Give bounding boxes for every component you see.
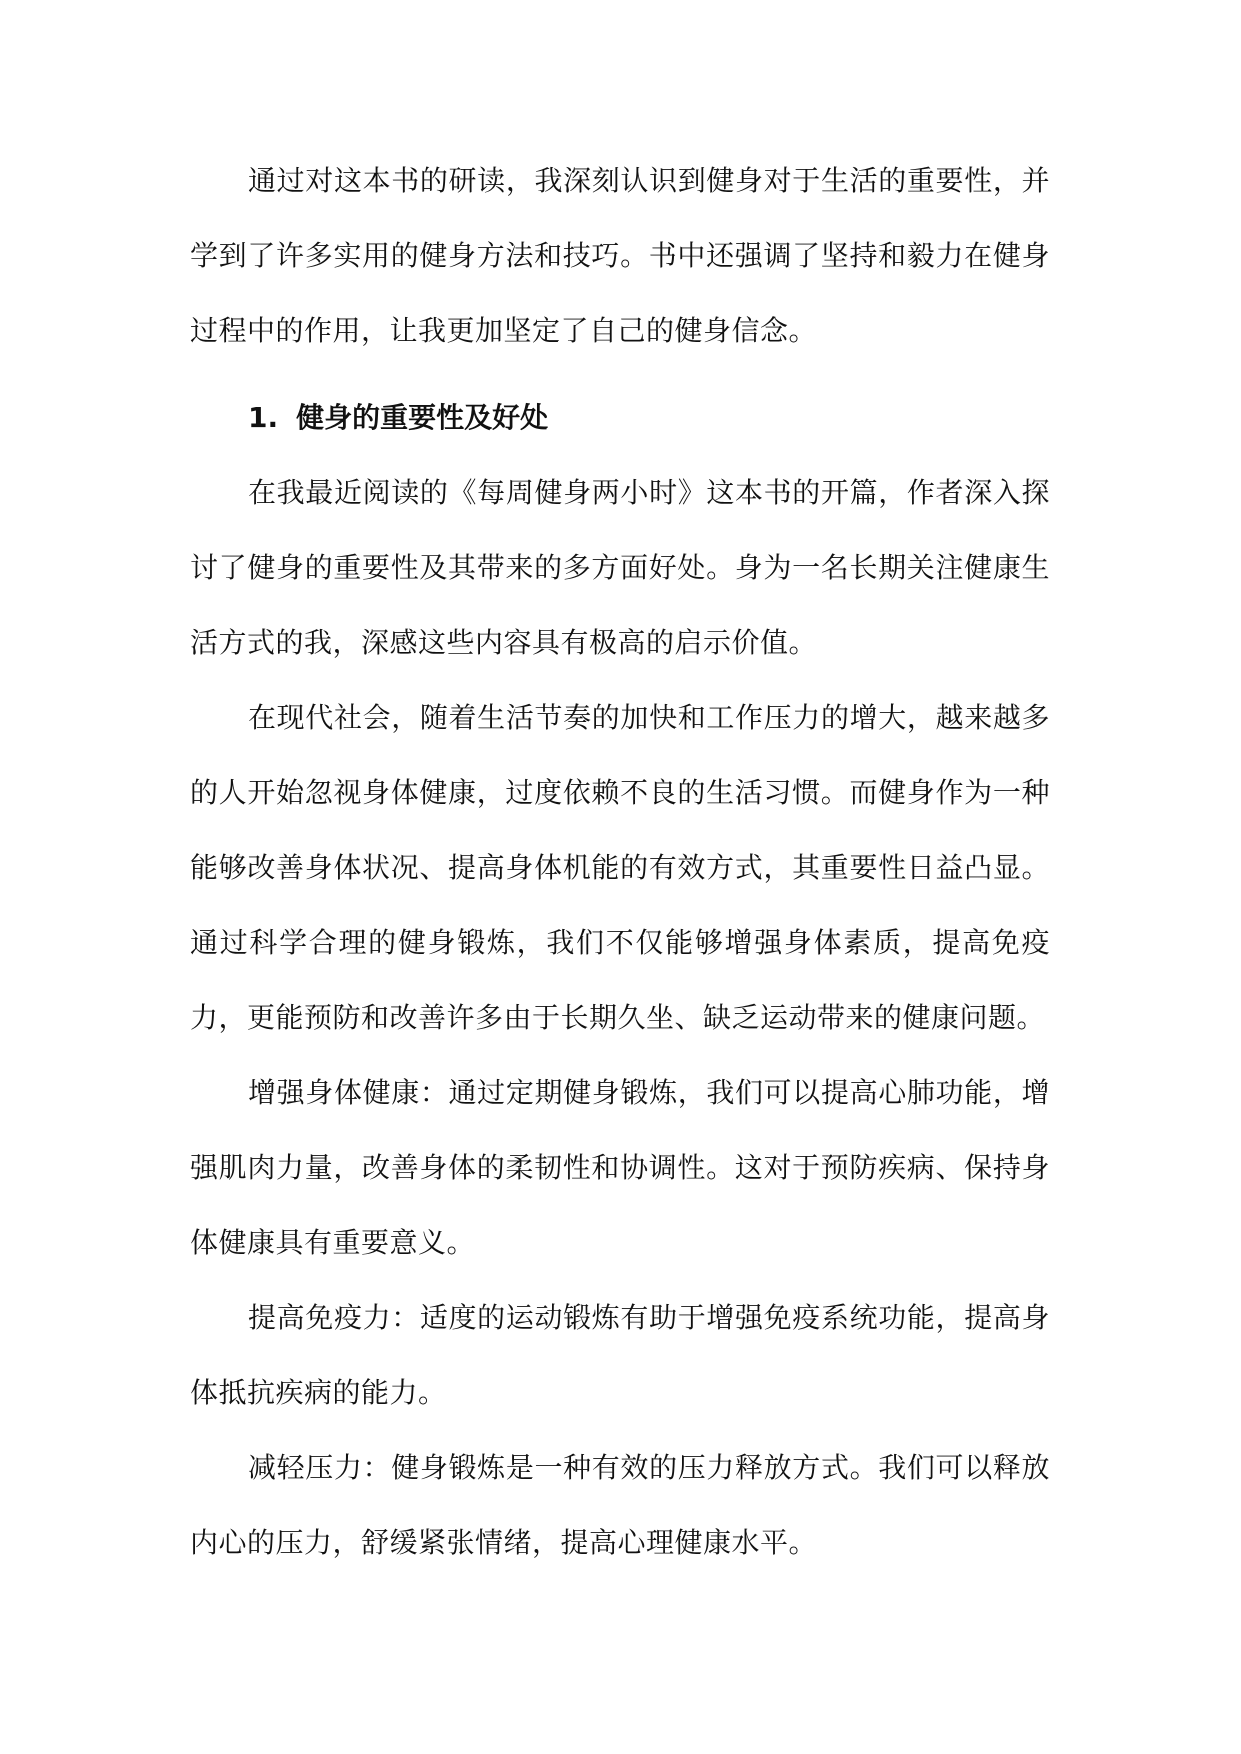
page-content	[190, 143, 1050, 1580]
section-title: 健身的重要性及好处	[296, 401, 549, 434]
body-paragraph: 减轻压力：健身锻炼是一种有效的压力释放方式。我们可以释放内心的压力，舒缓紧张情绪，提高心理健康水平。	[190, 1451, 1050, 1559]
intro-paragraph: 通过对这本书的研读，我深刻认识到健身对于生活的重要性，并学到了许多实用的健身方法和技巧。书中还强调了坚持和毅力在健身过程中的作用，让我更加坚定了自己的健身信念。	[190, 164, 1050, 347]
body-paragraph: 在现代社会，随着生活节奏的加快和工作压力的增大，越来越多的人开始忽视身体健康，过度依赖不良的生活习惯。而健身作为一种能够改善身体状况、提高身体机能的有效方式，其重要性日益凸显。通过科学合理的健身锻炼，我们不仅能够增强身体素质，提高免疫力，更能预防和改善许多由于长期久坐、缺乏运动带来的健康问题。	[190, 701, 1050, 1034]
section-number: 1.	[248, 401, 279, 434]
body-paragraph: 在我最近阅读的《每周健身两小时》这本书的开篇，作者深入探讨了健身的重要性及其带来的多方面好处。身为一名长期关注健康生活方式的我，深感这些内容具有极高的启示价值。	[190, 476, 1050, 659]
body-paragraph: 提高免疫力：适度的运动锻炼有助于增强免疫系统功能，提高身体抵抗疾病的能力。	[190, 1301, 1050, 1409]
body-paragraph: 增强身体健康：通过定期健身锻炼，我们可以提高心肺功能，增强肌肉力量，改善身体的柔韧性和协调性。这对于预防疾病、保持身体健康具有重要意义。	[190, 1076, 1050, 1259]
section-heading	[190, 380, 1050, 455]
